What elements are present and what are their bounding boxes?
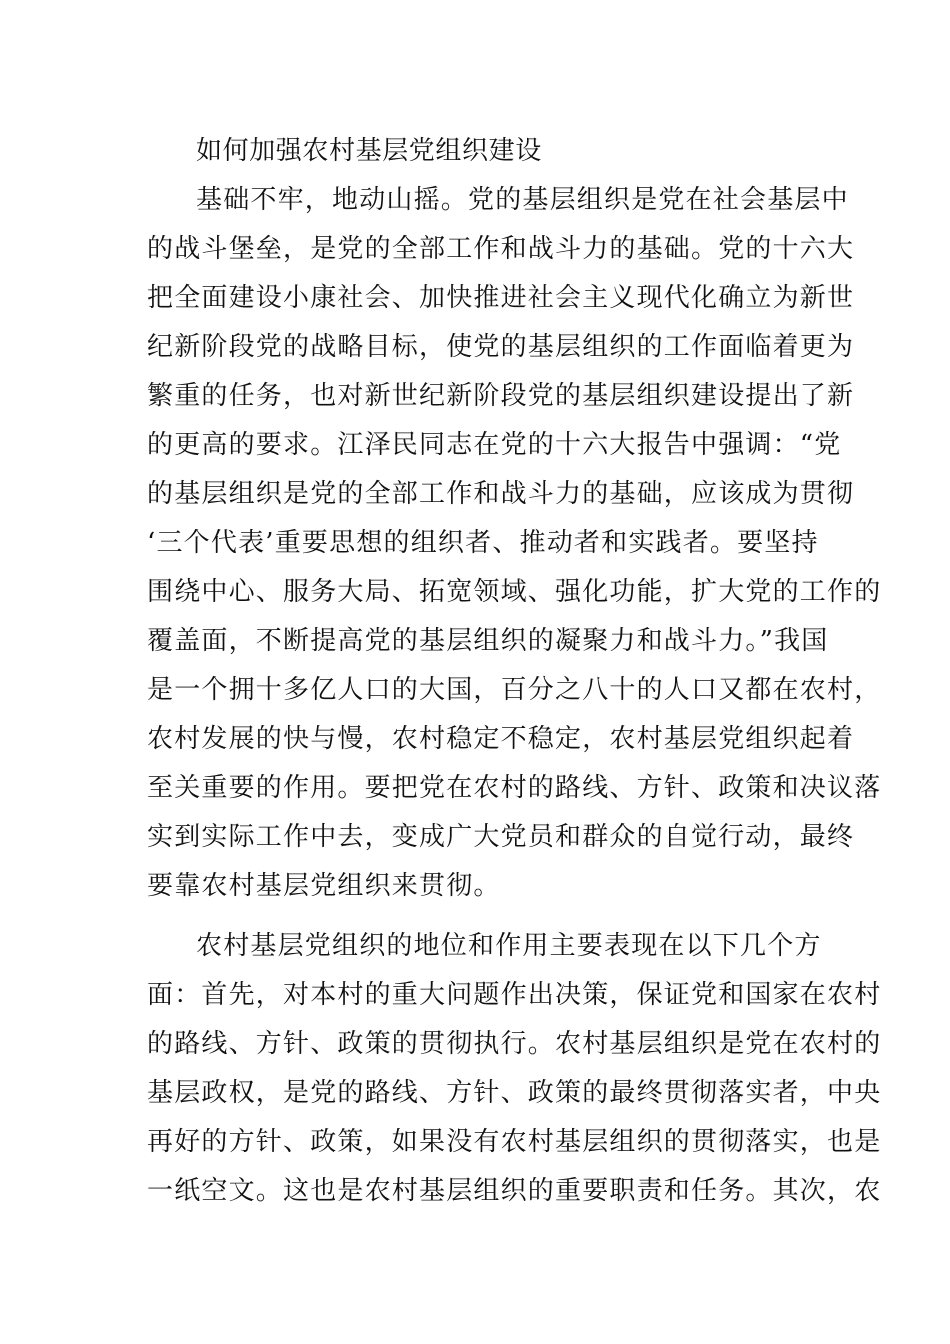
paragraph-line: 围绕中心、服务大局、拓宽领域、强化功能，扩大党的工作的: [147, 577, 882, 607]
paragraph-line: 的路线、方针、政策的贯彻执行。农村基层组织是党在农村的: [147, 1029, 882, 1059]
paragraph-line: 要靠农村基层党组织来贯彻。: [147, 871, 501, 901]
paragraph-line: 一纸空文。这也是农村基层组织的重要职责和任务。其次，农: [147, 1176, 882, 1206]
paragraph-line: 纪新阶段党的战略目标，使党的基层组织的工作面临着更为: [147, 332, 855, 362]
paragraph-line: 的基层组织是党的全部工作和战斗力的基础，应该成为贯彻: [147, 479, 855, 509]
paragraph-line: 面：首先，对本村的重大问题作出决策，保证党和国家在农村: [147, 980, 882, 1010]
paragraph-line: 的战斗堡垒，是党的全部工作和战斗力的基础。党的十六大: [147, 234, 855, 264]
paragraph-line: 繁重的任务，也对新世纪新阶段党的基层组织建设提出了新: [147, 381, 855, 411]
paragraph-line: 实到实际工作中去，变成广大党员和群众的自觉行动，最终: [147, 822, 855, 852]
paragraph-line: 基层政权，是党的路线、方针、政策的最终贯彻落实者，中央: [147, 1078, 882, 1108]
paragraph-line: 的更高的要求。江泽民同志在党的十六大报告中强调：“党: [147, 430, 842, 460]
paragraph-line: 把全面建设小康社会、加快推进社会主义现代化确立为新世: [147, 283, 855, 313]
paragraph-line: 基础不牢，地动山摇。党的基层组织是党在社会基层中: [196, 185, 849, 215]
paragraph-line: 至关重要的作用。要把党在农村的路线、方针、政策和决议落: [147, 773, 882, 803]
paragraph-line: ‘三个代表’重要思想的组织者、推动者和实践者。要坚持: [147, 528, 819, 558]
paragraph-line: 农村发展的快与慢，农村稳定不稳定，农村基层党组织起着: [147, 724, 855, 754]
paragraph-line: 再好的方针、政策，如果没有农村基层组织的贯彻落实，也是: [147, 1127, 882, 1157]
paragraph-line: 覆盖面，不断提高党的基层组织的凝聚力和战斗力。”我国: [147, 626, 829, 656]
document-title: 如何加强农村基层党组织建设: [196, 136, 542, 166]
paragraph-line: 农村基层党组织的地位和作用主要表现在以下几个方: [196, 931, 822, 961]
paragraph-line: 是一个拥十多亿人口的大国，百分之八十的人口又都在农村，: [147, 675, 882, 705]
